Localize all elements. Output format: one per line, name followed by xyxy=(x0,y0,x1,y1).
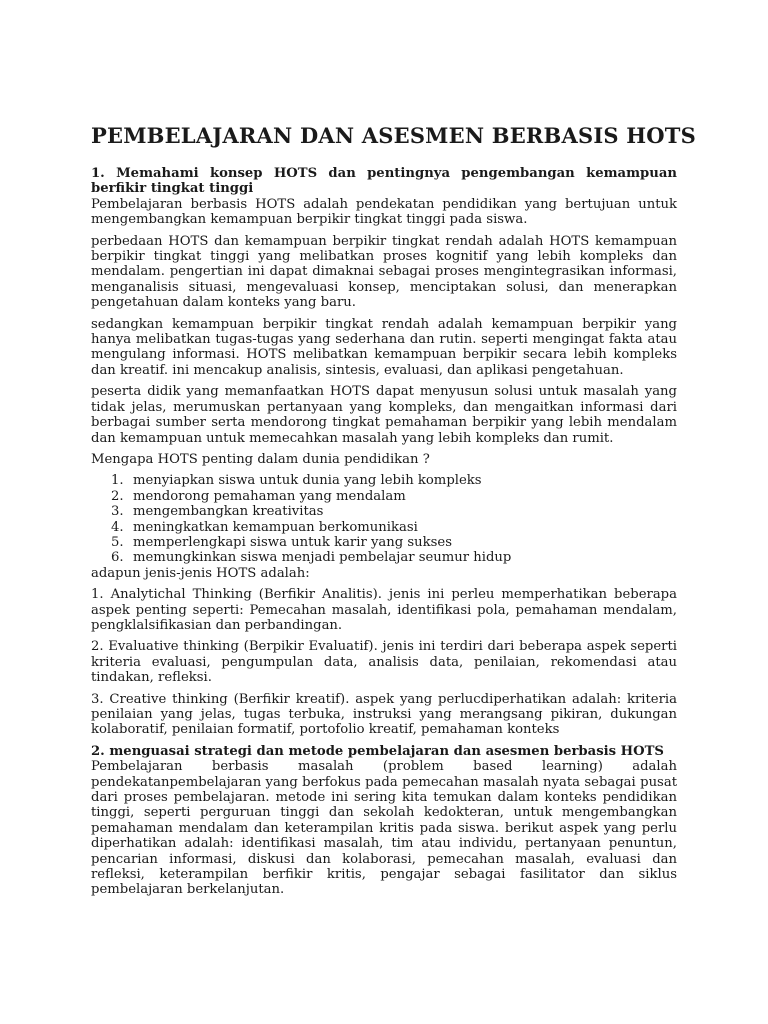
section-1-paragraph-1: Pembelajaran berbasis HOTS adalah pendekatan pendidikan yang bertujuan untuk mengembangkan kemampuan berpikir tingkat tinggi pada siswa. xyxy=(91,196,677,228)
list-item-text: meningkatkan kemampuan berkomunikasi xyxy=(133,519,418,535)
list-item-number: 3. xyxy=(111,504,124,520)
section-1-paragraph-2: perbedaan HOTS dan kemampuan berpikir tingkat rendah adalah HOTS kemampuan berpikir tingkat tinggi yang melibatkan proses kognitif yang lebih kompleks dan mendalam. pengertian ini dapat dimaknai sebagai proses mengintegrasikan informasi, menganalisis situasi, mengevaluasi konsep, menciptakan solusi, dan menerapkan pengetahuan dalam konteks yang baru. xyxy=(91,233,677,311)
list-item xyxy=(111,473,677,489)
hots-type-creative: 3. Creative thinking (Berfikir kreatif). aspek yang perlucdiperhatikan adalah: kriteria penilaian yang jelas, tugas terbuka, instruksi yang merangsang pikiran, dukungan kolaboratif, penilaian formatif, portofolio kreatif, pemahaman konteks xyxy=(91,691,677,738)
section-1-paragraph-4: peserta didik yang memanfaatkan HOTS dapat menyusun solusi untuk masalah yang tidak jelas, merumuskan pertanyaan yang kompleks, dan mengaitkan informasi dari berbagai sumber serta mendorong tingkat pemahaman berpikir yang lebih mendalam dan kemampuan untuk memecahkan masalah yang lebih kompleks dan rumit. xyxy=(91,384,677,446)
list-item-text: menyiapkan siswa untuk dunia yang lebih kompleks xyxy=(133,473,482,489)
list-item xyxy=(111,488,677,504)
list-item xyxy=(111,504,677,520)
list-item xyxy=(111,534,677,550)
hots-type-evaluative: 2. Evaluative thinking (Berpikir Evaluatif). jenis ini terdiri dari beberapa aspek seperti kriteria evaluasi, pengumpulan data, analisis data, penilaian, rekomendasi atau tindakan, refleksi. xyxy=(91,639,677,686)
list-item-number: 4. xyxy=(111,519,124,535)
list-item-text: mendorong pemahaman yang mendalam xyxy=(133,488,406,504)
list-item-text: memperlengkapi siswa untuk karir yang sukses xyxy=(133,534,452,550)
section-2-paragraph-1: Pembelajaran berbasis masalah (problem based learning) adalah pendekatanpembelajaran yang berfokus pada pemecahan masalah nyata sebagai pusat dari proses pembelajaran. metode ini sering kita temukan dalam konteks pendidikan tinggi, seperti perguruan tinggi dan sekolah kedokteran, untuk mengembangkan pemahaman mendalam dan keterampilan kritis pada siswa. berikut aspek yang perlu diperhatikan adalah: identifikasi masalah, tim atau individu, pertanyaan penuntun, pencarian informasi, diskusi dan kolaborasi, pemecahan masalah, evaluasi dan refleksi, keterampilan berfikir kritis, pengajar sebagai fasilitator dan siklus pembelajaran berkelanjutan. xyxy=(91,759,677,898)
list-item xyxy=(111,550,677,566)
document-page xyxy=(91,123,696,898)
section-1-heading: 1. Memahami konsep HOTS dan pentingnya pengembangan kemampuan berfikir tingkat tinggi xyxy=(91,166,677,197)
list-item-number: 2. xyxy=(111,488,124,504)
list-item-number: 6. xyxy=(111,550,124,566)
hots-importance-list xyxy=(91,473,677,565)
document-title: PEMBELAJARAN DAN ASESMEN BERBASIS HOTS xyxy=(91,123,696,148)
section-1-paragraph-3: sedangkan kemampuan berpikir tingkat rendah adalah kemampuan berpikir yang hanya melibatkan tugas-tugas yang sederhana dan rutin. seperti mengingat fakta atau mengulang informasi. HOTS melibatkan kemampuan berpikir secara lebih kompleks dan kreatif. ini mencakup analisis, sintesis, evaluasi, dan aplikasi pengetahuan. xyxy=(91,316,677,378)
list-item-number: 1. xyxy=(111,473,124,489)
hots-importance-question: Mengapa HOTS penting dalam dunia pendidikan ? xyxy=(91,451,430,467)
list-item xyxy=(111,519,677,535)
list-item-text: mengembangkan kreativitas xyxy=(133,504,324,520)
section-2-heading: 2. menguasai strategi dan metode pembelajaran dan asesmen berbasis HOTS xyxy=(91,743,664,759)
list-item-text: memungkinkan siswa menjadi pembelajar seumur hidup xyxy=(133,550,512,566)
list-item-number: 5. xyxy=(111,534,124,550)
hots-types-intro: adapun jenis-jenis HOTS adalah: xyxy=(91,565,310,581)
hots-type-analytical: 1. Analytichal Thinking (Berfikir Analitis). jenis ini perleu memperhatikan beberapa aspek penting seperti: Pemecahan masalah, identifikasi pola, pemahaman mendalam, pengklalsifikasian dan perbandingan. xyxy=(91,587,677,633)
